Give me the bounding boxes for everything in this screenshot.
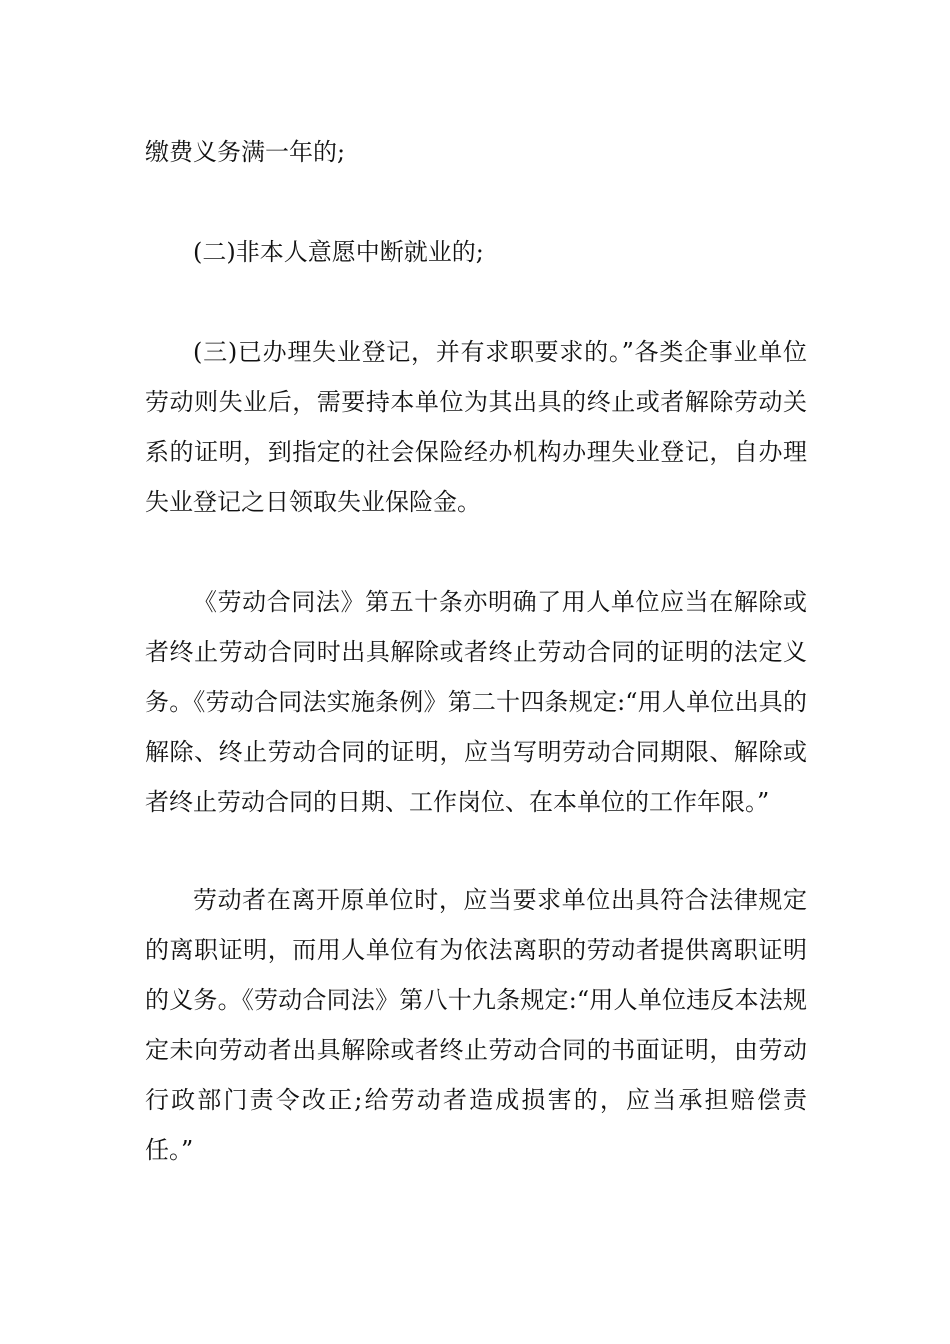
paragraph-3-line-2: 劳动则失业后，需要持本单位为其出具的终止或者解除劳动关	[145, 388, 807, 416]
paragraph-1-line-1: 缴费义务满一年的;	[145, 138, 346, 166]
paragraph-4-line-3: 务。《劳动合同法实施条例》第二十四条规定:“用人单位出具的	[145, 688, 807, 716]
paragraph-2-line-1: (二)非本人意愿中断就业的;	[193, 238, 484, 266]
paragraph-5-line-3: 的义务。《劳动合同法》第八十九条规定:“用人单位违反本法规	[145, 986, 807, 1014]
paragraph-3-line-3: 系的证明，到指定的社会保险经办机构办理失业登记，自办理	[145, 438, 807, 466]
paragraph-5-line-2: 的离职证明，而用人单位有为依法离职的劳动者提供离职证明	[145, 936, 807, 964]
paragraph-4-line-1: 《劳动合同法》第五十条亦明确了用人单位应当在解除或	[193, 588, 807, 616]
paragraph-4-line-5: 者终止劳动合同的日期、工作岗位、在本单位的工作年限。”	[145, 788, 770, 816]
paragraph-5-line-4: 定未向劳动者出具解除或者终止劳动合同的书面证明，由劳动	[145, 1036, 807, 1064]
paragraph-3-line-4: 失业登记之日领取失业保险金。	[145, 488, 481, 516]
paragraph-5-line-1: 劳动者在离开原单位时，应当要求单位出具符合法律规定	[193, 886, 807, 914]
paragraph-5-line-5: 行政部门责令改正;给劳动者造成损害的，应当承担赔偿责	[145, 1086, 807, 1114]
paragraph-4-line-2: 者终止劳动合同时出具解除或者终止劳动合同的证明的法定义	[145, 638, 807, 666]
paragraph-5-line-6: 任。”	[145, 1136, 194, 1164]
paragraph-3-line-1: (三)已办理失业登记，并有求职要求的。”各类企事业单位	[193, 338, 807, 366]
paragraph-4-line-4: 解除、终止劳动合同的证明，应当写明劳动合同期限、解除或	[145, 738, 807, 766]
